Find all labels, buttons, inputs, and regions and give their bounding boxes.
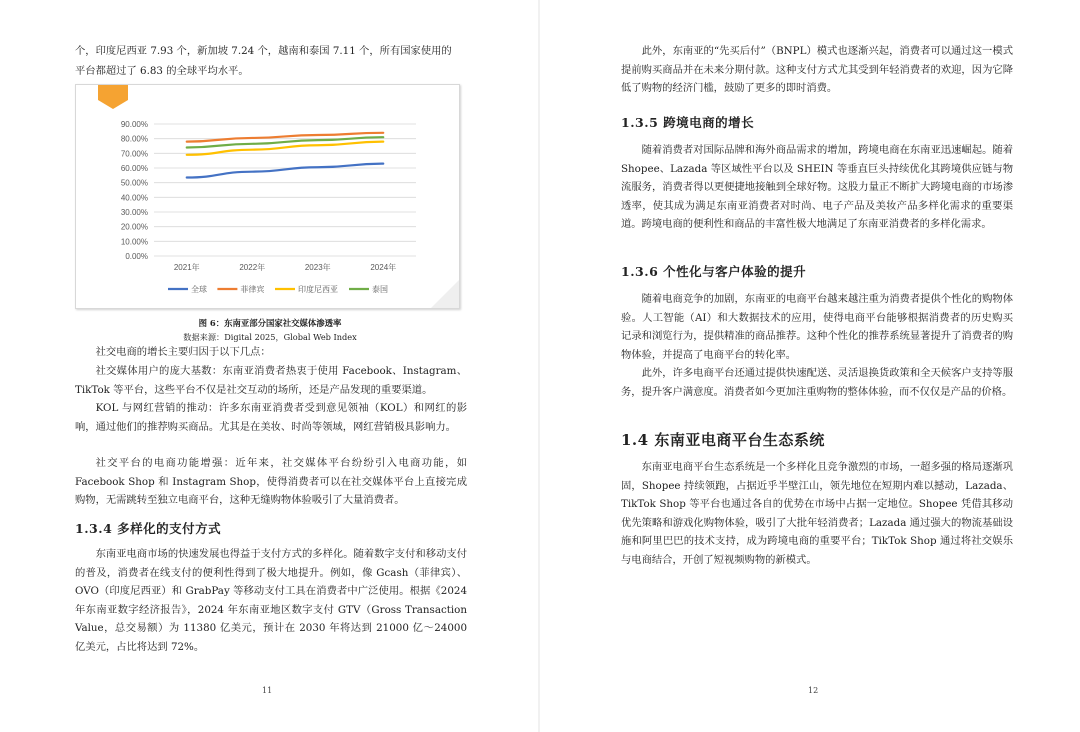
section-1-3-4-title: 1.3.4 多样化的支付方式 <box>75 521 222 536</box>
point-social-users: 社交媒体用户的庞大基数：东南亚消费者热衷于使用 Facebook、Instagram、TikTok 等平台，这些平台不仅是社交互动的场所，还是产品发现的重要渠道。 <box>75 365 467 396</box>
legend-label: 全球 <box>191 285 207 294</box>
y-tick-label: 70.00% <box>120 149 148 159</box>
section-1-3-6-title: 1.3.6 个性化与客户体验的提升 <box>621 264 807 279</box>
point-social-commerce: 社交平台的电商功能增强：近年来，社交媒体平台纷纷引入电商功能，如 Facebook Shop 和 Instagram Shop，使得消费者可以在社交媒体平台上直接完成购物，无需跳转至独立电商平台，这种无缝购物体验吸引了大量消费者。 <box>75 457 467 507</box>
section-1-3-4-body: 东南亚电商市场的快速发展也得益于支付方式的多样化。随着数字支付和移动支付的普及，消费者在线支付的便利性得到了极大地提升。例如，像 Gcash（菲律宾）、OVO（印度尼西亚）和 GrabPay 等移动支付工具在消费者中广泛使用。根据《2024 年东南亚数字经济报告》，2024 年东南亚地区数字支付 GTV（Gross Transaction Value，总交易额）为 11380 亿美元，预计在 2030 年将达到 21000 亿～24000 亿美元，占比将达到 72%。 <box>75 548 467 653</box>
y-tick-label: 20.00% <box>120 222 148 232</box>
section-1-3-6-body2: 此外，许多电商平台还通过提供快速配送、灵活退换货政策和全天候客户支持等服务，提升客户满意度。消费者如今更加注重购物的整体体验，而不仅仅是产品的价格。 <box>621 367 1013 398</box>
section-1-3-5-body: 随着消费者对国际品牌和海外商品需求的增加，跨境电商在东南亚迅速崛起。随着 Shopee、Lazada 等区域性平台以及 SHEIN 等垂直巨头持续优化其跨境供应链与物流服务，消费者得以更便捷地接触到全球好物。这股力量正不断扩大跨境电商的市场渗透率，使其成为满足东南亚消费者对时尚、电子产品及美妆产品多样化需求的重要渠道。跨境电商的便利性和商品的丰富性极大地满足了东南亚消费者的多样化需求。 <box>621 144 1013 231</box>
series-line-菲律宾 <box>187 133 384 142</box>
figure-source: 数据来源：Digital 2025，Global Web Index <box>183 332 357 342</box>
x-tick-label: 2024年 <box>370 263 397 272</box>
top-text-line2: 平台都超过了 6.83 的全球平均水平。 <box>75 65 249 77</box>
y-tick-label: 80.00% <box>120 134 148 144</box>
series-line-全球 <box>187 164 384 178</box>
y-tick-label: 0.00% <box>125 252 148 261</box>
penetration-line-chart <box>76 85 459 308</box>
legend-label: 印度尼西亚 <box>298 285 338 294</box>
legend-label: 泰国 <box>372 285 388 294</box>
y-tick-label: 30.00% <box>120 208 148 217</box>
intro-text: 社交电商的增长主要归因于以下几点： <box>95 346 271 358</box>
section-1-3-6-body1: 随着电商竞争的加剧，东南亚的电商平台越来越注重为消费者提供个性化的购物体验。人工智能（AI）和大数据技术的应用，使得电商平台能够根据消费者的历史购买记录和浏览行为，提供精准的商品推荐。这种个性化的推荐系统显著提升了消费者的购物体验，并提高了电商平台的转化率。 <box>621 293 1013 361</box>
section-1-4-body: 东南亚电商平台生态系统是一个多样化且竞争激烈的市场，一超多强的格局逐渐巩固，Shopee 持续领跑，占据近乎半壁江山，领先地位在短期内难以撼动，Lazada、TikTok Shop 等平台也通过各自的优势在市场中占据一定地位。Shopee 凭借其移动优先策略和游戏化购物体验，吸引了大批年轻消费者；Lazada 通过强大的物流基础设施和阿里巴巴的技术支持，成为跨境电商的重要平台；TikTok Shop 通过将社交娱乐与电商结合，开创了短视频购物的新模式。 <box>621 461 1013 566</box>
y-tick-label: 90.00% <box>120 120 148 129</box>
y-tick-label: 50.00% <box>120 178 148 188</box>
page-number-left: 11 <box>262 686 273 695</box>
top-text-line1: 个，印度尼西亚 7.93 个，新加坡 7.24 个，越南和泰国 7.11 个，所有国家使用的 <box>75 45 452 57</box>
y-tick-label: 60.00% <box>120 164 148 173</box>
page-curl <box>431 280 459 308</box>
point-kol-marketing: KOL 与网红营销的推动：许多东南亚消费者受到意见领袖（KOL）和网红的影响，通过他们的推荐购买商品。尤其是在美妆、时尚等领域，网红营销极具影响力。 <box>75 402 467 433</box>
x-tick-label: 2021年 <box>173 263 200 272</box>
section-1-3-5-title: 1.3.5 跨境电商的增长 <box>621 115 755 130</box>
page-number-right: 12 <box>808 686 819 695</box>
legend-label: 菲律宾 <box>240 285 265 294</box>
bnpl-paragraph: 此外，东南亚的“先买后付”（BNPL）模式也逐渐兴起，消费者可以通过这一模式提前购买商品并在未来分期付款。这种支付方式尤其受到年轻消费者的欢迎，因为它降低了购物的经济门槛，鼓励了更多的即时消费。 <box>621 45 1013 95</box>
figure-caption: 图 6：东南亚部分国家社交媒体渗透率 <box>198 318 342 328</box>
section-1-4-title: 1.4 东南亚电商平台生态系统 <box>621 431 825 449</box>
bookmark-ribbon-icon <box>98 85 128 109</box>
right-page <box>540 0 1080 732</box>
chart-frame <box>75 84 460 309</box>
series-line-印度尼西亚 <box>187 142 384 155</box>
y-tick-label: 40.00% <box>120 193 148 203</box>
y-tick-label: 10.00% <box>120 237 148 247</box>
x-tick-label: 2022年 <box>239 263 266 272</box>
x-tick-label: 2023年 <box>304 263 331 272</box>
